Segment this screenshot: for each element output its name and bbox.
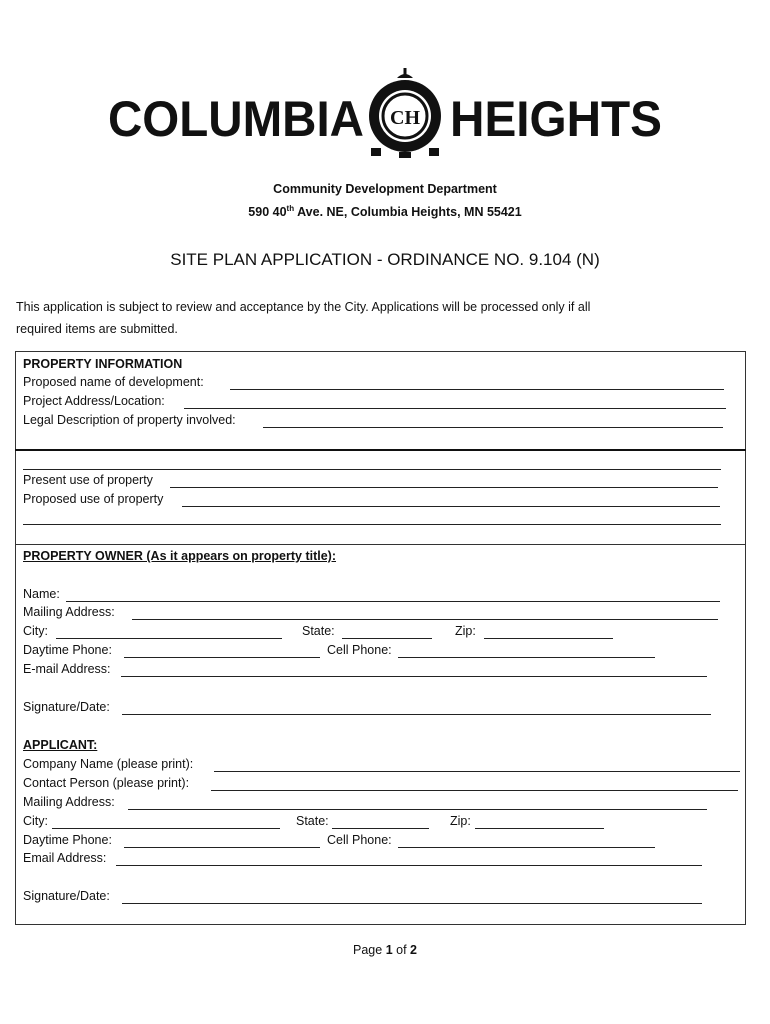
legal-description-extra-field[interactable] bbox=[23, 469, 721, 470]
logo-text-columbia: COLUMBIA bbox=[108, 91, 364, 147]
applicant-cell-field[interactable] bbox=[398, 847, 655, 848]
applicant-email-field[interactable] bbox=[116, 865, 702, 866]
page-number: Page 1 of 2 bbox=[353, 943, 417, 957]
owner-email-label: E-mail Address: bbox=[23, 662, 111, 676]
present-use-label: Present use of property bbox=[23, 473, 153, 487]
owner-city-field[interactable] bbox=[56, 638, 282, 639]
applicant-signature-field[interactable] bbox=[122, 903, 702, 904]
svg-text:CH: CH bbox=[390, 107, 420, 129]
project-address-field[interactable] bbox=[184, 408, 726, 409]
columbia-heights-logo bbox=[108, 66, 664, 158]
applicant-state-field[interactable] bbox=[332, 828, 429, 829]
intro-text: This application is subject to review and acceptance by the City. Applications will be processed only if all required items are submitted. bbox=[16, 300, 591, 336]
applicant-city-label: City: bbox=[23, 814, 48, 828]
applicant-zip-label: Zip: bbox=[450, 814, 471, 828]
owner-cell-field[interactable] bbox=[398, 657, 655, 658]
applicant-zip-field[interactable] bbox=[475, 828, 604, 829]
applicant-cell-label: Cell Phone: bbox=[327, 833, 392, 847]
applicant-company-label: Company Name (please print): bbox=[23, 757, 194, 771]
department-name: Community Development Department bbox=[273, 182, 497, 196]
applicant-contact-field[interactable] bbox=[211, 790, 738, 791]
department-address: 590 40th Ave. NE, Columbia Heights, MN 55421 bbox=[248, 204, 522, 219]
applicant-city-field[interactable] bbox=[52, 828, 280, 829]
owner-day-phone-field[interactable] bbox=[124, 657, 320, 658]
legal-description-label: Legal Description of property involved: bbox=[23, 413, 236, 427]
owner-state-field[interactable] bbox=[342, 638, 432, 639]
proposed-use-field[interactable] bbox=[182, 506, 720, 507]
owner-zip-label: Zip: bbox=[455, 624, 476, 638]
property-info-heading: PROPERTY INFORMATION bbox=[23, 357, 183, 371]
applicant-mailing-label: Mailing Address: bbox=[23, 795, 115, 809]
applicant-state-label: State: bbox=[296, 814, 329, 828]
owner-name-field[interactable] bbox=[66, 601, 720, 602]
owner-cell-label: Cell Phone: bbox=[327, 643, 392, 657]
logo-emblem bbox=[369, 68, 441, 158]
applicant-contact-label: Contact Person (please print): bbox=[23, 776, 190, 790]
owner-day-phone-label: Daytime Phone: bbox=[23, 643, 112, 657]
applicant-signature-label: Signature/Date: bbox=[23, 889, 110, 903]
applicant-email-label: Email Address: bbox=[23, 851, 107, 865]
section-divider bbox=[15, 449, 746, 451]
owner-name-label: Name: bbox=[23, 587, 60, 601]
property-owner-heading: PROPERTY OWNER (As it appears on property title): bbox=[23, 549, 337, 563]
applicant-heading: APPLICANT: bbox=[23, 738, 98, 752]
owner-signature-label: Signature/Date: bbox=[23, 700, 110, 714]
legal-description-field[interactable] bbox=[263, 427, 723, 428]
applicant-mailing-field[interactable] bbox=[128, 809, 707, 810]
applicant-company-field[interactable] bbox=[214, 771, 740, 772]
present-use-field[interactable] bbox=[170, 487, 718, 488]
development-name-label: Proposed name of development: bbox=[23, 375, 204, 389]
proposed-use-extra-field[interactable] bbox=[23, 524, 721, 525]
applicant-day-phone-field[interactable] bbox=[124, 847, 320, 848]
owner-signature-field[interactable] bbox=[122, 714, 711, 715]
page-title: SITE PLAN APPLICATION - ORDINANCE NO. 9.104 (N) bbox=[170, 250, 600, 269]
owner-mailing-field[interactable] bbox=[132, 619, 718, 620]
owner-zip-field[interactable] bbox=[484, 638, 613, 639]
project-address-label: Project Address/Location: bbox=[23, 394, 165, 408]
logo-text-heights: HEIGHTS bbox=[450, 91, 662, 147]
owner-state-label: State: bbox=[302, 624, 335, 638]
owner-email-field[interactable] bbox=[121, 676, 707, 677]
owner-city-label: City: bbox=[23, 624, 48, 638]
development-name-field[interactable] bbox=[230, 389, 724, 390]
applicant-day-phone-label: Daytime Phone: bbox=[23, 833, 112, 847]
owner-mailing-label: Mailing Address: bbox=[23, 605, 115, 619]
proposed-use-label: Proposed use of property bbox=[23, 492, 164, 506]
